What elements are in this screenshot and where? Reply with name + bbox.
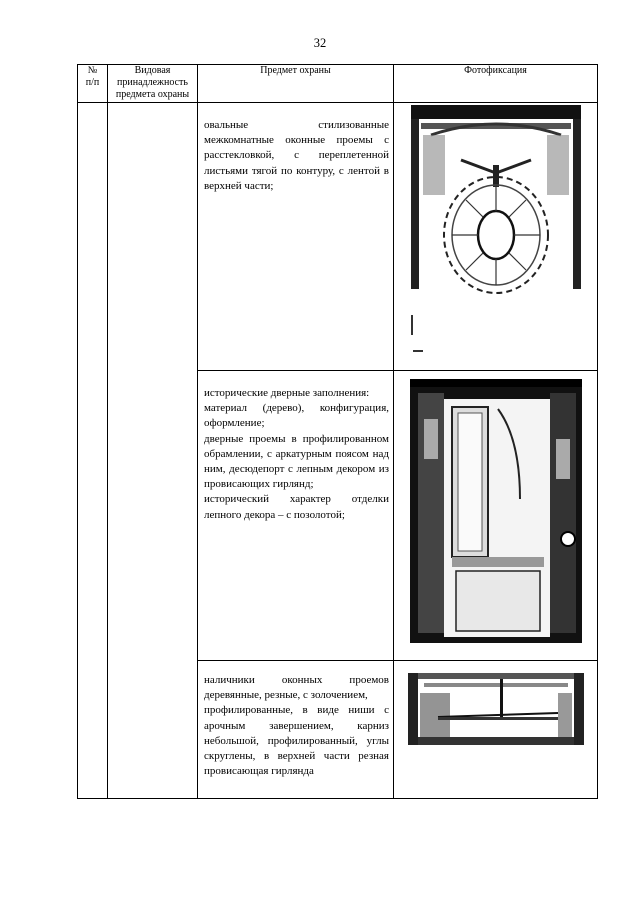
header-category: Видовая принадлежность предмета охраны <box>108 65 198 103</box>
photo-cell <box>394 661 598 799</box>
header-subject: Предмет охраны <box>198 65 394 103</box>
table-header-row <box>78 65 598 103</box>
header-photo: Фотофиксация <box>394 65 598 103</box>
photo-cell <box>394 371 598 661</box>
header-number: № п/п <box>78 65 108 103</box>
window-frame-photo-icon <box>408 673 584 745</box>
subject-text: наличники оконных проемов деревянные, резные, с золочением, профилированные, в виде ниши с арочным завершением, карниз небольшой, профилированный, углы скруглены, в верхней части резная провисающая гирлянда <box>204 674 389 778</box>
page-number: 32 <box>313 36 327 50</box>
subject-text: исторические дверные заполнения: материал (дерево), конфигурация, оформление; дверные проемы в профилированном обрамлении, с аркатурным поясом над ним, десюдепорт с лепным декором из провисающих гирлянд; исторический характер отделки лепного декора – с позолотой; <box>204 387 389 521</box>
subject-cell <box>198 103 394 371</box>
door-photo-icon <box>410 379 582 643</box>
number-cell <box>78 103 108 799</box>
subject-text: овальные стилизованные межкомнатные оконные проемы с расстекловкой, с переплетенной листьями тягой по контуру, с лентой в верхней части; <box>204 119 389 192</box>
oval-window-photo-icon <box>411 105 581 355</box>
category-cell <box>108 103 198 799</box>
protection-subject-table <box>77 64 598 799</box>
photo-cell <box>394 103 598 371</box>
table-row <box>78 103 598 371</box>
subject-cell <box>198 371 394 661</box>
subject-cell <box>198 661 394 799</box>
